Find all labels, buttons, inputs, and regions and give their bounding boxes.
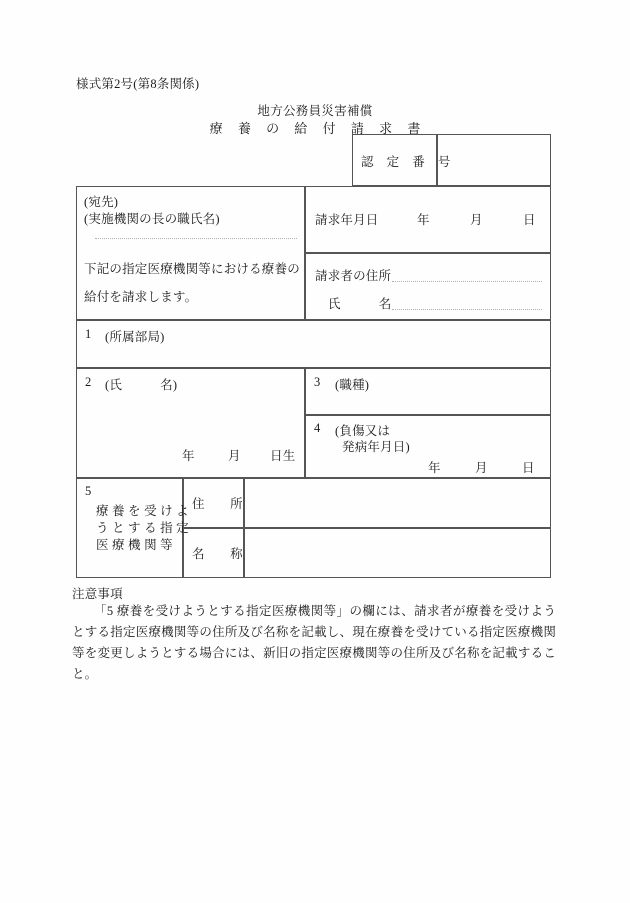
addressee-line1: (宛先)	[84, 195, 119, 209]
approval-number-value-cell[interactable]	[437, 134, 551, 186]
form-number: 様式第2号(第8条関係)	[76, 77, 200, 91]
field3-number: 3	[314, 375, 321, 389]
field5-name-label: 名 称	[192, 547, 243, 561]
claimant-name-rule[interactable]	[392, 309, 542, 310]
field4-month[interactable]: 月	[475, 461, 488, 475]
field2-number: 2	[85, 375, 92, 389]
claimant-address-label: 請求者の住所	[315, 269, 392, 283]
field5-label-line2: う と す る 指 定	[96, 521, 189, 535]
claim-date-day[interactable]: 日	[523, 213, 536, 227]
addressee-line2: (実施機関の長の職氏名)	[84, 212, 220, 226]
field2-birth-day[interactable]: 日生	[270, 449, 296, 463]
field4-year[interactable]: 年	[428, 461, 441, 475]
field1-label: (所属部局)	[105, 330, 165, 344]
approval-number-label: 認 定 番 号	[361, 155, 456, 169]
field2-birth-month[interactable]: 月	[228, 449, 241, 463]
field2-label: (氏 名)	[105, 378, 178, 392]
addressee-statement-line1: 下記の指定医療機関等における療養の	[84, 262, 300, 276]
field4-day[interactable]: 日	[522, 461, 535, 475]
field5-label-line3: 医 療 機 関 等	[96, 538, 173, 552]
document-subtitle: 地方公務員災害補償	[257, 104, 373, 118]
claim-date-year[interactable]: 年	[417, 213, 430, 227]
form-table	[76, 134, 551, 578]
field5-address-value-cell[interactable]	[244, 478, 551, 528]
addressee-statement-line2: 給付を請求します。	[84, 290, 198, 304]
field5-number: 5	[85, 484, 92, 498]
claim-date-month[interactable]: 月	[470, 213, 483, 227]
field5-label-line1: 療 養 を 受 け よ	[96, 504, 189, 518]
field1-number: 1	[85, 327, 92, 341]
claimant-name-label: 氏 名	[328, 297, 392, 311]
field3-label: (職種)	[335, 378, 370, 392]
notes-heading: 注意事項	[72, 587, 123, 601]
document-title: 療 養 の 給 付 請 求 書	[209, 121, 427, 136]
field4-label-line2: 発病年月日)	[342, 440, 410, 454]
claimant-address-rule[interactable]	[392, 281, 542, 282]
field4-label-line1: (負傷又は	[335, 424, 391, 438]
field5-address-label: 住 所	[192, 497, 243, 511]
notes-body: 「5 療養を受けようとする指定医療機関等」の欄には、請求者が療養を受けようとする指定医療機関等の住所及び名称を記載し、現在療養を受けている指定医療機関等を変更しようとする場合には、新旧の指定医療機関等の住所及び名称を記載すること。	[72, 604, 556, 681]
field4-number: 4	[314, 421, 321, 435]
claim-date-label: 請求年月日	[315, 213, 379, 227]
addressee-write-rule[interactable]	[95, 238, 297, 239]
field2-birth-year[interactable]: 年	[182, 449, 195, 463]
field5-name-value-cell[interactable]	[244, 528, 551, 578]
